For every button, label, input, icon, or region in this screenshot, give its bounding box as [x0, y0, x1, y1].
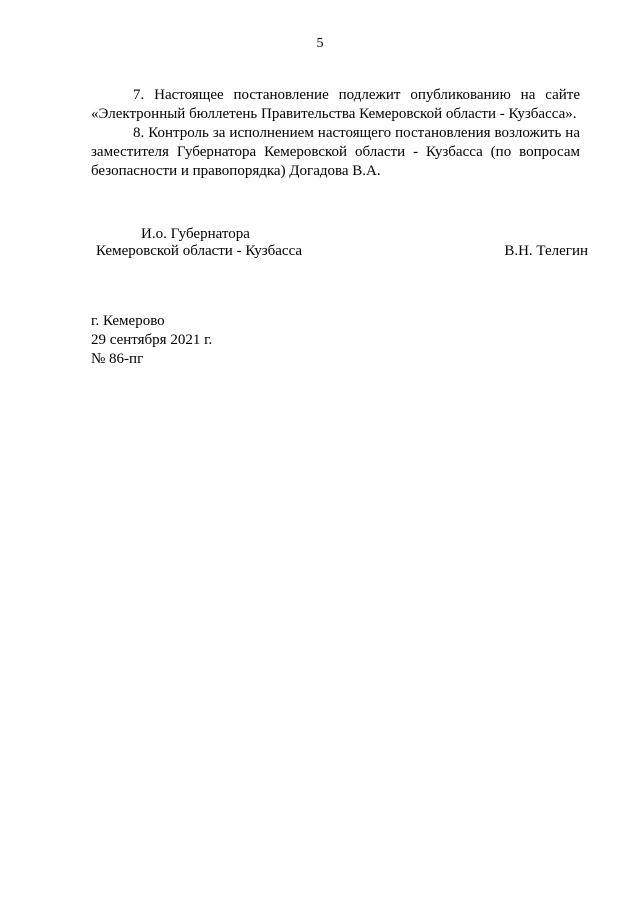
document-footer: [91, 312, 212, 369]
footer-city: г. Кемерово: [91, 313, 165, 329]
paragraph-8: 8. Контроль за исполнением настоящего постановления возложить на заместителя Губернатора Кемеровской области - Кузбасса (по вопросам безопасности и правопорядка) Догадова В.А.: [91, 125, 580, 179]
footer-document-number: № 86-пг: [91, 351, 144, 367]
document-body: [91, 86, 580, 181]
page-number: 5: [316, 36, 324, 51]
signatory-position-line-2: Кемеровской области - Кузбасса: [96, 243, 303, 259]
paragraph-7: 7. Настоящее постановление подлежит опубликованию на сайте «Электронный бюллетень Правительства Кемеровской области - Кузбасса».: [91, 87, 580, 122]
signatory-position-line-1: И.о. Губернатора: [141, 226, 250, 242]
footer-date: 29 сентября 2021 г.: [91, 332, 213, 348]
signatory-name: В.Н. Телегин: [504, 243, 588, 259]
